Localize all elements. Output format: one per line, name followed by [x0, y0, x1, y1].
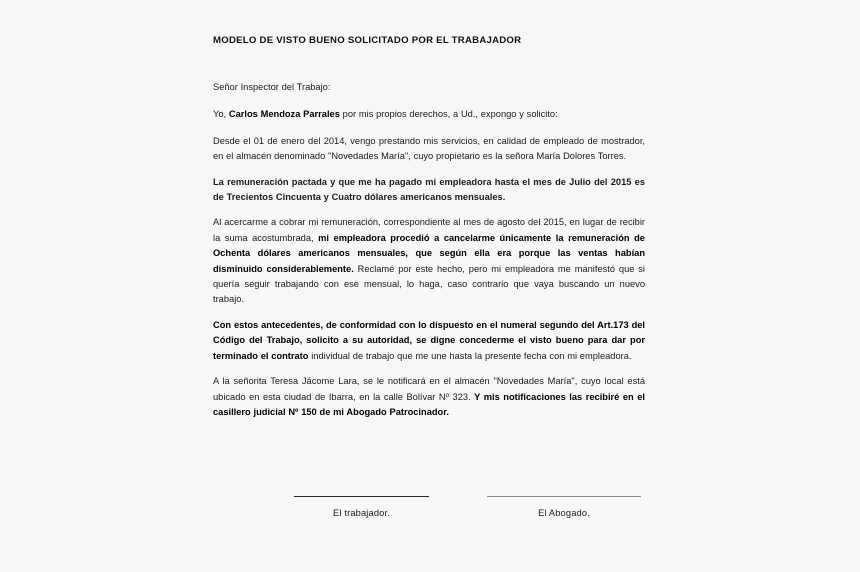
page-title: MODELO DE VISTO BUENO SOLICITADO POR EL TRABAJADOR [213, 35, 522, 46]
legal-request-emphasis: Con estos antecedentes, de conformidad con lo dispuesto en el numeral segundo del Art.173 del Código del Trabajo, solicito a su autoridad, se digne concederme el visto bueno para dar por terminado el contrato [213, 319, 645, 361]
signature-section [0, 496, 860, 556]
salary-reduction-intro: Al acercarme a cobrar mi remuneración, correspondiente al mes de agosto del 2015, en lugar de recibir la suma acostumbrada, [213, 217, 645, 243]
paragraph-declarant [213, 107, 645, 122]
paragraph-notification [213, 374, 645, 420]
paragraph-agreed-salary: La remuneración pactada y que me ha pagado mi empleadora hasta el mes de Julio del 2015 es de Trecientos Cincuenta y Cuatro dólares americanos mensuales. [213, 176, 645, 203]
signature-line-lawyer [487, 496, 641, 497]
signature-block-worker [294, 496, 429, 518]
notification-emphasis: Y mis notificaciones las recibiré en el casillero judicial Nº 150 de mi Abogado Patrocinador. [213, 391, 645, 417]
paragraph-legal-request [213, 318, 645, 364]
paragraph-salary-reduction [213, 215, 645, 307]
signature-label-worker: El trabajador. [333, 508, 390, 518]
signature-label-lawyer: El Abogado. [538, 508, 590, 518]
salary-reduction-outro: Reclamé por este hecho, pero mi empleadora me manifestó que si quería seguir trabajando con ese mensual, lo haga, caso contrario que vaya buscando un nuevo trabajo. [213, 263, 645, 305]
declarant-suffix: por mis propios derechos, a Ud., expongo y solicito: [339, 109, 558, 120]
legal-request-outro: individual de trabajo que me une hasta la presente fecha con mi empleadora. [308, 350, 632, 361]
document-body [213, 80, 645, 430]
declarant-prefix: Yo, [213, 109, 229, 120]
paragraph-employment-start: Desde el 01 de enero del 2014, vengo prestando mis servicios, en calidad de empleado de mostrador, en el almacén denominado "Novedades María", cuyo propietario es la señora María Dolores Torres. [213, 135, 645, 162]
signature-line-worker [294, 496, 429, 497]
salary-reduction-emphasis: mi empleadora procedió a cancelarme únicamente la remuneración de Ochenta dólares americanos mensuales, que según ella era porque las ventas habían disminuido considerablemente. [213, 232, 645, 274]
signature-block-lawyer [487, 496, 641, 518]
paragraph-salutation: Señor Inspector del Trabajo: [213, 82, 331, 92]
notification-address: A la señorita Teresa Jácome Lara, se le notificará en el almacén "Novedades María", cuyo local está ubicado en esta ciudad de Ibarra, en la calle Bolívar Nº 323. [213, 376, 645, 402]
declarant-name: Carlos Mendoza Parrales [228, 109, 340, 120]
